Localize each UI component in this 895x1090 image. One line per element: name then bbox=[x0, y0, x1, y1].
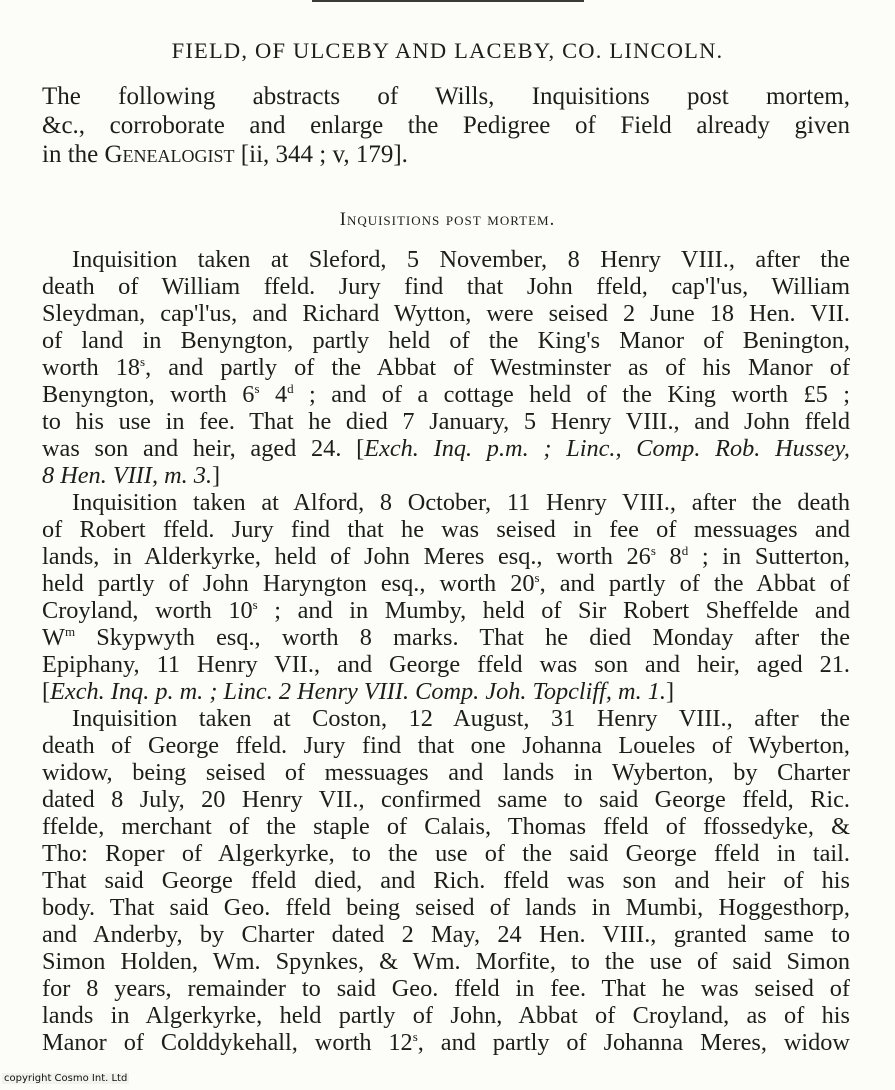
intro-paragraph bbox=[42, 82, 850, 169]
citation: 8 Hen. VIII, m. 3. bbox=[42, 462, 213, 489]
text-line: That said George ffeld died, and Rich. ffeld was son and heir of his bbox=[42, 867, 850, 894]
section-heading: Inquisitions post mortem. bbox=[339, 210, 556, 230]
text-line: 8 Hen. VIII, m. 3.] bbox=[42, 462, 221, 489]
text-line: $W^m$ Skypwyth esq., worth 8 marks. That he died Monday after the bbox=[42, 624, 850, 651]
text-line: worth 18$^s$, and partly of the Abbat of Westminster as of his Manor of bbox=[42, 354, 851, 381]
citation: Exch. Inq. p. m. ; Linc. 2 Henry VIII. Comp. Joh. Topcliff, m. 1. bbox=[50, 678, 666, 705]
journal-name: Genealogist bbox=[104, 141, 235, 168]
top-rule bbox=[312, 0, 584, 2]
text-line: and Anderby, by Charter dated 2 May, 24 Hen. VIII., granted same to bbox=[42, 921, 850, 948]
text-line: Inquisition taken at Alford, 8 October, 11 Henry VIII., after the death bbox=[72, 489, 850, 516]
text-line: Simon Holden, Wm. Spynkes, & Wm. Morfite, to the use of said Simon bbox=[42, 948, 850, 975]
text-line: Inquisition taken at Sleford, 5 November, 8 Henry VIII., after the bbox=[72, 246, 850, 273]
intro-line: &c., corroborate and enlarge the Pedigree of Field already given bbox=[42, 112, 850, 139]
text-line: lands, in Alderkyrke, held of John Meres esq., worth 26$^s$ 8$^d$ ; in Sutterton, bbox=[42, 543, 850, 570]
text-line: Inquisition taken at Coston, 12 August, 31 Henry VIII., after the bbox=[72, 705, 850, 732]
intro-line: in the Genealogist [ii, 344 ; v, 179]. bbox=[42, 141, 408, 168]
text-line: Croyland, worth 10$^s$ ; and in Mumby, held of Sir Robert Sheffelde and bbox=[42, 597, 850, 624]
text-line: was son and heir, aged 24. [Exch. Inq. p.m. ; Linc., Comp. Rob. Hussey, bbox=[42, 435, 850, 462]
text-line: lands in Algerkyrke, held partly of John, Abbat of Croyland, as of his bbox=[42, 1002, 850, 1029]
text-line: Tho: Roper of Algerkyrke, to the use of the said George ffeld in tail. bbox=[42, 840, 850, 867]
text-line: Sleydman, cap'l'us, and Richard Wytton, were seised 2 June 18 Hen. VII. bbox=[42, 300, 850, 327]
text-line: Benyngton, worth 6$^s$ 4$^d$ ; and of a cottage held of the King worth £5 ; bbox=[42, 381, 850, 408]
text-line: dated 8 July, 20 Henry VII., confirmed same to said George ffeld, Ric. bbox=[42, 786, 850, 813]
text-line: Manor of Colddykehall, worth 12$^s$, and partly of Johanna Meres, widow bbox=[42, 1029, 850, 1056]
text-line: [Exch. Inq. p. m. ; Linc. 2 Henry VIII. Comp. Joh. Topcliff, m. 1.] bbox=[42, 678, 675, 705]
text-line: widow, being seised of messuages and lands in Wyberton, by Charter bbox=[42, 759, 850, 786]
text-line: death of George ffeld. Jury find that one Johanna Loueles of Wyberton, bbox=[42, 732, 850, 759]
copyright-notice: copyright Cosmo Int. Ltd bbox=[4, 1073, 128, 1084]
text-line: body. That said Geo. ffeld being seised of lands in Mumbi, Hoggesthorp, bbox=[42, 894, 850, 921]
text-line: death of William ffeld. Jury find that John ffeld, cap'l'us, William bbox=[42, 273, 850, 300]
text-line: Epiphany, 11 Henry VII., and George ffeld was son and heir, aged 21. bbox=[42, 651, 850, 678]
text-line: to his use in fee. That he died 7 January, 5 Henry VIII., and John ffeld bbox=[42, 408, 850, 435]
text-line: of Robert ffeld. Jury find that he was seised in fee of messuages and bbox=[42, 516, 850, 543]
citation: Exch. Inq. p.m. ; Linc., Comp. Rob. Hussey, bbox=[364, 435, 850, 462]
text-line: held partly of John Haryngton esq., worth 20$^s$, and partly of the Abbat of bbox=[42, 570, 850, 597]
intro-line: The following abstracts of Wills, Inquisitions post mortem, bbox=[42, 83, 850, 110]
text-line: of land in Benyngton, partly held of the King's Manor of Benington, bbox=[42, 327, 850, 354]
text-line: for 8 years, remainder to said Geo. ffeld in fee. That he was seised of bbox=[42, 975, 850, 1002]
text-line: ffelde, merchant of the staple of Calais, Thomas ffeld of ffossedyke, & bbox=[42, 813, 850, 840]
page-title: FIELD, OF ULCEBY AND LACEBY, CO. LINCOLN. bbox=[171, 38, 724, 63]
